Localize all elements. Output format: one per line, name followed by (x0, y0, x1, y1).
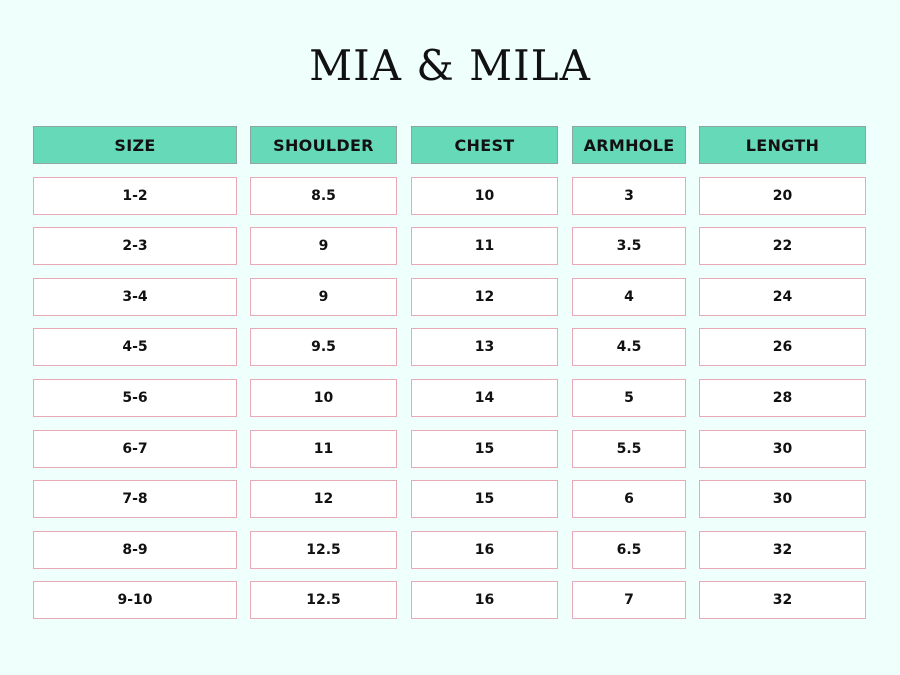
length-cell: 22 (699, 227, 866, 265)
chest-cell: 16 (411, 531, 558, 569)
shoulder-cell: 9 (250, 278, 397, 316)
size-cell: 2-3 (33, 227, 237, 265)
armhole-column (572, 126, 686, 619)
size-cell: 1-2 (33, 177, 237, 215)
length-header: LENGTH (699, 126, 866, 164)
armhole-cell: 3.5 (572, 227, 686, 265)
size-cell: 6-7 (33, 430, 237, 468)
shoulder-cell: 10 (250, 379, 397, 417)
chest-cell: 16 (411, 581, 558, 619)
armhole-header: ARMHOLE (572, 126, 686, 164)
armhole-cell: 7 (572, 581, 686, 619)
shoulder-cell: 12 (250, 480, 397, 518)
shoulder-cell: 9 (250, 227, 397, 265)
length-cell: 32 (699, 531, 866, 569)
size-column (33, 126, 237, 619)
size-cell: 9-10 (33, 581, 237, 619)
size-cell: 3-4 (33, 278, 237, 316)
shoulder-cell: 12.5 (250, 531, 397, 569)
shoulder-cell: 11 (250, 430, 397, 468)
chest-cell: 14 (411, 379, 558, 417)
size-header: SIZE (33, 126, 237, 164)
length-cell: 30 (699, 480, 866, 518)
chest-cell: 15 (411, 430, 558, 468)
armhole-cell: 3 (572, 177, 686, 215)
size-cell: 4-5 (33, 328, 237, 366)
chest-cell: 11 (411, 227, 558, 265)
armhole-cell: 6 (572, 480, 686, 518)
chest-cell: 12 (411, 278, 558, 316)
armhole-cell: 4 (572, 278, 686, 316)
length-cell: 26 (699, 328, 866, 366)
shoulder-cell: 9.5 (250, 328, 397, 366)
chest-cell: 10 (411, 177, 558, 215)
chest-cell: 15 (411, 480, 558, 518)
length-cell: 32 (699, 581, 866, 619)
length-cell: 28 (699, 379, 866, 417)
armhole-cell: 5 (572, 379, 686, 417)
armhole-cell: 6.5 (572, 531, 686, 569)
armhole-cell: 5.5 (572, 430, 686, 468)
length-column (699, 126, 866, 619)
shoulder-cell: 8.5 (250, 177, 397, 215)
brand-title: MIA & MILA (309, 41, 591, 90)
size-cell: 8-9 (33, 531, 237, 569)
length-cell: 24 (699, 278, 866, 316)
size-cell: 7-8 (33, 480, 237, 518)
shoulder-cell: 12.5 (250, 581, 397, 619)
length-cell: 20 (699, 177, 866, 215)
shoulder-header: SHOULDER (250, 126, 397, 164)
chest-column (411, 126, 558, 619)
size-cell: 5-6 (33, 379, 237, 417)
armhole-cell: 4.5 (572, 328, 686, 366)
length-cell: 30 (699, 430, 866, 468)
shoulder-column (250, 126, 397, 619)
chest-header: CHEST (411, 126, 558, 164)
chest-cell: 13 (411, 328, 558, 366)
